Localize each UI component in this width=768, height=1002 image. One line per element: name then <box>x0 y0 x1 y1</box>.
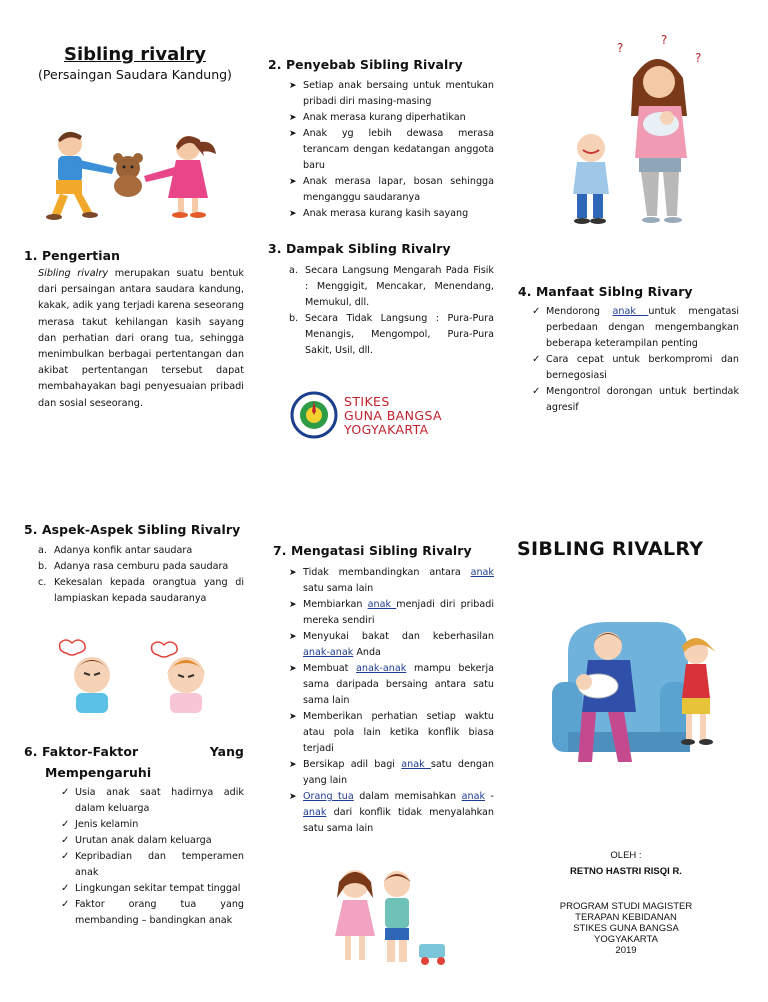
mother-baby-chair-illustration <box>548 612 728 782</box>
section-aspek-list <box>38 543 244 607</box>
list-text: Membiarkan <box>303 599 368 610</box>
section-dampak-list <box>289 263 494 359</box>
program-line: STIKES GUNA BANGSA <box>573 923 679 934</box>
section-pengertian-text <box>38 266 244 412</box>
link-text[interactable]: anak <box>401 759 431 770</box>
list-text: Mengontrol dorongan untuk bertindak agresif <box>546 386 739 413</box>
svg-text:?: ? <box>661 33 668 47</box>
list-text: Adanya konfik antar saudara <box>54 545 193 556</box>
list-item: ✓ Faktor orang tua yang membanding – bandingkan anak <box>61 897 244 929</box>
list-text: untuk mengatasi perbedaan dengan mengembangkan beberapa keterampilan penting <box>546 306 739 349</box>
title-block <box>10 44 260 83</box>
logo-text <box>344 395 442 437</box>
list-item: ➤ Setiap anak bersaing untuk mentukan pribadi diri masing-masing <box>289 78 494 110</box>
list-item <box>289 565 494 597</box>
logo-line-1: STIKES <box>344 394 390 409</box>
link-text[interactable]: anak <box>461 791 486 802</box>
stikes-logo <box>290 390 460 440</box>
list-text: Bersikap adil bagi <box>303 759 402 770</box>
program-line: PROGRAM STUDI MAGISTER <box>559 901 693 912</box>
list-item: ➤ Anak merasa lapar, bosan sehingga menganggu saudaranya <box>289 174 494 206</box>
cover-title: SIBLING RIVALRY <box>517 538 704 560</box>
list-text: Membuat <box>303 663 357 674</box>
list-text: dalam memisahkan <box>353 791 462 802</box>
faktor-heading-right: Yang <box>209 744 244 759</box>
list-item: ✓ Kepribadian dan temperamen anak <box>61 849 244 881</box>
list-marker: b. <box>289 313 299 324</box>
list-item <box>289 789 494 837</box>
list-marker: a. <box>289 265 298 276</box>
link-anak[interactable]: anak <box>612 306 649 317</box>
term-sibling-rivalry: Sibling rivalry <box>38 268 109 279</box>
page-title: Sibling rivalry <box>63 44 207 65</box>
link-text[interactable]: Orang tua <box>303 791 354 802</box>
list-item <box>38 543 244 559</box>
section-penyebab-list <box>289 78 494 222</box>
section-manfaat-heading: 4. Manfaat Siblng Rivary <box>518 284 693 299</box>
angry-kids-illustration <box>50 635 220 715</box>
logo-line-2: GUNA BANGSA <box>344 408 442 423</box>
list-marker: a. <box>38 545 47 556</box>
list-item <box>532 384 739 416</box>
cover-program <box>520 901 732 956</box>
section-aspek-heading: 5. Aspek-Aspek Sibling Rivalry <box>24 522 241 537</box>
section-pengertian-heading: 1. Pengertian <box>24 248 120 263</box>
stikes-emblem-icon <box>290 391 338 439</box>
section-faktor-list <box>61 785 244 929</box>
svg-text:?: ? <box>695 51 702 65</box>
program-line: TERAPAN KEBIDANAN <box>575 912 677 923</box>
list-text: - <box>485 791 494 802</box>
list-text: dari konflik tidak menyalahkan satu sama lain <box>303 807 494 834</box>
program-line: 2019 <box>615 945 637 956</box>
faktor-heading-line-1 <box>24 744 244 759</box>
faktor-heading-left: 6. Faktor-Faktor <box>24 744 139 759</box>
list-text: mampu bekerja sama daripada bersaing antara satu sama lain <box>303 663 495 706</box>
list-item: ✓ Lingkungan sekitar tempat tinggal <box>61 881 244 897</box>
kids-fighting-teddy-illustration <box>28 122 228 222</box>
cover-author: RETNO HASTRI RISQI R. <box>570 866 682 877</box>
list-text: Memberikan perhatian setiap waktu atau pola lain ketika konflik biasa terjadi <box>303 711 494 754</box>
list-text: Secara Langsung Mengarah Pada Fisik : Menggigit, Mencakar, Menendang, Memukul, dll. <box>305 265 494 308</box>
list-item: ➤ Anak yg lebih dewasa merasa terancam dengan kedatangan anggota baru <box>289 126 494 174</box>
mother-crying-children-illustration <box>555 30 735 230</box>
cover-credits <box>520 850 732 956</box>
link-text[interactable]: anak <box>470 567 494 578</box>
list-item <box>289 661 494 709</box>
list-item <box>289 311 494 359</box>
list-item <box>532 352 739 384</box>
list-marker: b. <box>38 561 48 572</box>
list-item: ➤ Anak merasa kurang diperhatikan <box>289 110 494 126</box>
list-item <box>38 559 244 575</box>
list-item <box>289 263 494 311</box>
list-text: Anda <box>353 647 381 658</box>
link-text[interactable]: anak-anak <box>356 663 407 674</box>
list-text: satu dengan yang lain <box>303 759 494 786</box>
logo-line-3: YOGYAKARTA <box>344 422 429 437</box>
list-item: ✓ Urutan anak dalam keluarga <box>61 833 244 849</box>
faktor-heading-line-2: Mempengaruhi <box>45 765 152 780</box>
list-text: menjadi diri pribadi mereka sendiri <box>303 599 494 626</box>
list-item: ✓ Usia anak saat hadirnya adik dalam keluarga <box>61 785 244 817</box>
list-item <box>289 709 494 757</box>
list-text: Adanya rasa cemburu pada saudara <box>54 561 229 572</box>
children-with-toys-illustration <box>325 862 455 972</box>
list-text: Cara cepat untuk berkompromi dan bernegosiasi <box>546 354 739 381</box>
svg-text:?: ? <box>617 41 624 55</box>
list-text: Mendorong <box>546 306 613 317</box>
section-dampak-heading: 3. Dampak Sibling Rivalry <box>268 241 451 256</box>
list-text: Secara Tidak Langsung : Pura-Pura Menangis, Mengompol, Pura-Pura Sakit, Usil, dll. <box>305 313 494 356</box>
link-text[interactable]: anak <box>367 599 397 610</box>
section-mengatasi-list <box>289 565 494 837</box>
program-line: YOGYAKARTA <box>594 934 658 945</box>
link-text[interactable]: anak <box>303 807 327 818</box>
cover-oleh: OLEH : <box>610 850 642 861</box>
list-item <box>289 597 494 629</box>
list-item <box>532 304 739 352</box>
list-text: Kekesalan kepada orangtua yang di lampiaskan kepada saudaranya <box>54 577 244 604</box>
list-item <box>38 575 244 607</box>
list-item: ✓ Jenis kelamin <box>61 817 244 833</box>
list-text: Menyukai bakat dan keberhasilan <box>303 631 494 642</box>
section-manfaat-list <box>532 304 739 416</box>
list-text: satu sama lain <box>303 583 374 594</box>
section-mengatasi-heading: 7. Mengatasi Sibling Rivalry <box>273 543 472 558</box>
pengertian-body: merupakan suatu bentuk dari persaingan antara saudara kandung, kakak, adik yang terjadi karena seseorang merasa takut kehilangan kasih sayang dan perhatian dari orang tua, sehingga menimbulkan berbagai pertentangan dan akibat pertentangan tersebut dapat membahayakan bagi penyesuaian pribadi dan sosial seseorang. <box>38 268 245 409</box>
page-subtitle: (Persaingan Saudara Kandung) <box>38 67 232 82</box>
list-item <box>289 629 494 661</box>
section-penyebab-heading: 2. Penyebab Sibling Rivalry <box>268 57 463 72</box>
list-item <box>289 757 494 789</box>
list-text: Tidak membandingkan antara <box>303 567 471 578</box>
list-item: ➤ Anak merasa kurang kasih sayang <box>289 206 494 222</box>
section-faktor-heading <box>24 744 244 780</box>
list-marker: c. <box>38 577 47 588</box>
link-text[interactable]: anak-anak <box>303 647 354 658</box>
